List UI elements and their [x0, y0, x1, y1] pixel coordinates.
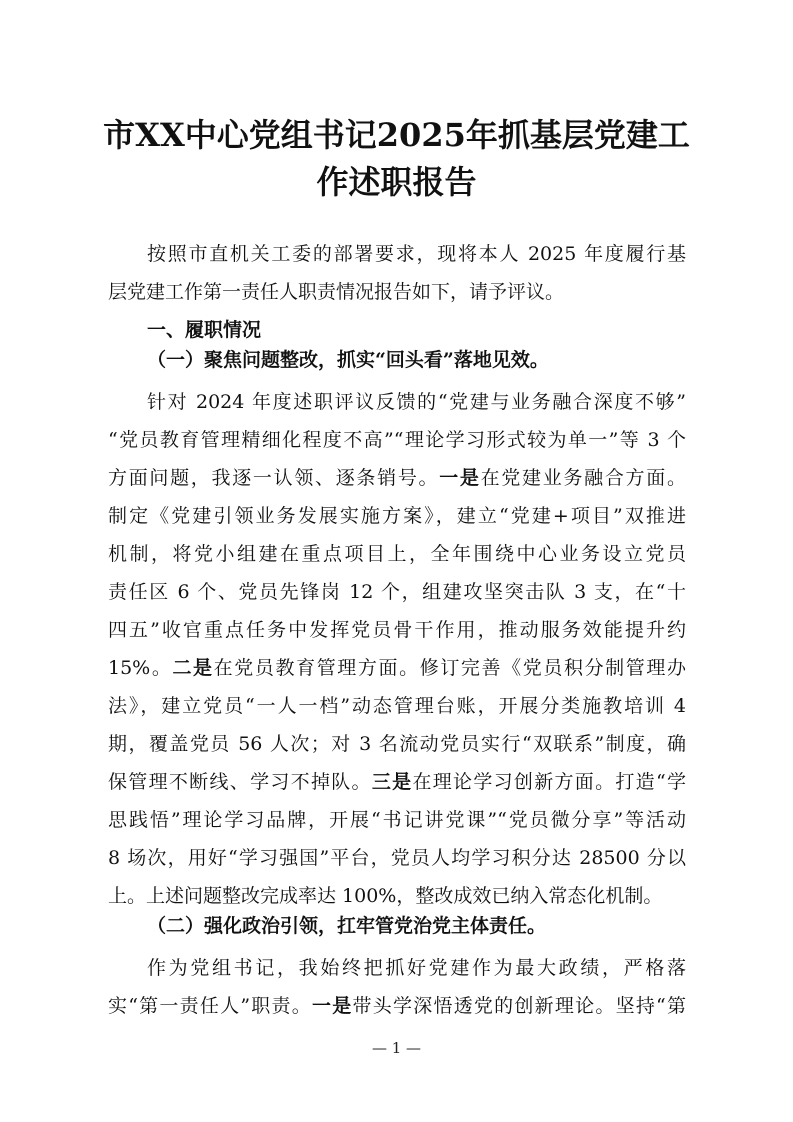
- paragraph-line: 思践悟”理论学习品牌，开展“书记讲党课”“党员微分享”等活动: [108, 809, 686, 831]
- subsection-heading-2: （二）强化政治引领，扛牢管党治党主体责任。: [147, 915, 547, 937]
- text-segment: 实“第一责任人”职责。: [108, 995, 313, 1017]
- emphasis-third: 三是: [371, 771, 413, 793]
- text-segment: 保管理不断线、学习不掉队。: [108, 771, 372, 793]
- intro-line-2: 层党建工作第一责任人职责情况报告如下，请予评议。: [108, 281, 565, 303]
- paragraph-line: “党员教育管理精细化程度不高”“理论学习形式较为单一”等 3 个: [108, 429, 686, 451]
- text-segment: 在理论学习创新方面。打造“学: [412, 771, 686, 793]
- emphasis-second: 二是: [172, 657, 214, 679]
- document-title-line-1: 市XX中心党组书记2025年抓基层党建工: [103, 116, 690, 154]
- text-segment: 带头学深悟透党的创新理论。坚持“第: [352, 995, 686, 1017]
- paragraph-line: 期，覆盖党员 56 人次；对 3 名流动党员实行“双联系”制度，确: [108, 733, 686, 755]
- section-heading-1: 一、履职情况: [147, 319, 262, 341]
- paragraph-line: 法》，建立党员“一人一档”动态管理台账，开展分类施教培训 4: [108, 695, 686, 717]
- paragraph-line: [108, 655, 686, 682]
- paragraph-line: [108, 769, 686, 796]
- text-segment: 方面问题，我逐一认领、逐条销号。: [108, 467, 440, 489]
- paragraph-line: 上。上述问题整改完成率达 100%，整改成效已纳入常态化机制。: [108, 885, 663, 907]
- intro-line-1: 按照市直机关工委的部署要求，现将本人 2025 年度履行基: [147, 243, 686, 265]
- page-number: — 1 —: [371, 1039, 422, 1057]
- subsection-heading-1: （一）聚焦问题整改，抓实“回头看”落地见效。: [147, 349, 549, 371]
- text-segment: 在党建业务融合方面。: [480, 467, 686, 489]
- emphasis-first: 一是: [439, 467, 481, 489]
- paragraph-line: 机制，将党小组建在重点项目上，全年围绕中心业务设立党员: [108, 543, 686, 565]
- paragraph-line: 责任区 6 个、党员先锋岗 12 个，组建攻坚突击队 3 支，在“十: [108, 581, 686, 603]
- paragraph-line: [108, 993, 686, 1020]
- paragraph-line: 8 场次，用好“学习强国”平台，党员人均学习积分达 28500 分以: [108, 847, 686, 869]
- paragraph-line: 作为党组书记，我始终把抓好党建作为最大政绩，严格落: [147, 957, 686, 979]
- text-segment: 15%。: [108, 657, 173, 679]
- emphasis-first: 一是: [312, 995, 353, 1017]
- paragraph-line: 制定《党建引领业务发展实施方案》，建立“党建+项目”双推进: [108, 505, 686, 527]
- paragraph-line: [108, 465, 686, 492]
- paragraph-line: 四五”收官重点任务中发挥党员骨干作用，推动服务效能提升约: [108, 619, 686, 641]
- document-title-line-2: 作述职报告: [316, 163, 477, 201]
- text-segment: 在党员教育管理方面。修订完善《党员积分制管理办: [213, 657, 686, 679]
- paragraph-line: 针对 2024 年度述职评议反馈的“党建与业务融合深度不够”: [147, 391, 686, 413]
